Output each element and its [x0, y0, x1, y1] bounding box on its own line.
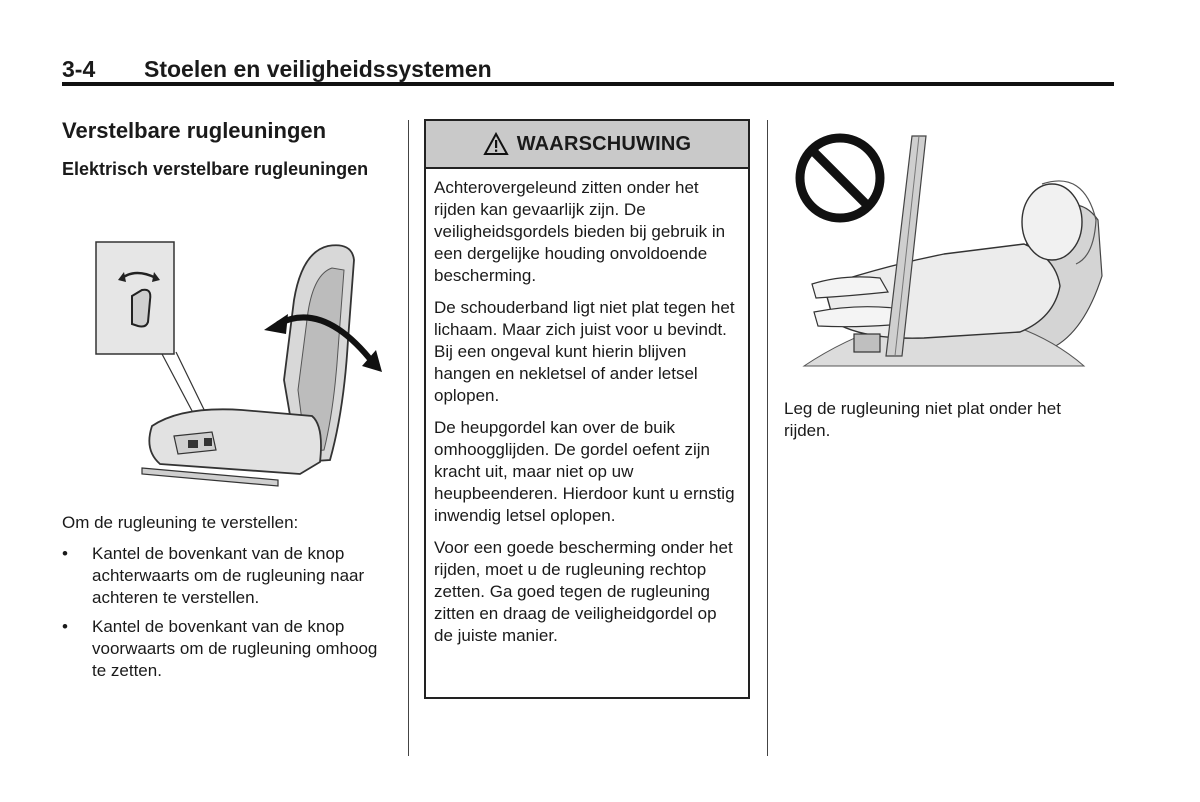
- warning-paragraph: De heupgordel kan over de buik omhoogglijden. De gordel oefent zijn kracht uit, maar niet op uw heupbeenderen. Hierdoor kunt u ernstig inwendig letsel oplopen.: [434, 418, 735, 525]
- illustration-caption: Leg de rugleuning niet plat onder het rijden.: [784, 399, 1061, 440]
- reclined-passenger-prohibited-illustration: [784, 126, 1104, 376]
- right-column-text: [784, 398, 1104, 442]
- warning-paragraph: Achterovergeleund zitten onder het rijden kan gevaarlijk zijn. De veiligheidsgordels bieden bij gebruik in een dergelijke houding onvoldoende bescherming.: [434, 178, 726, 285]
- warning-box: [424, 119, 750, 699]
- left-column-text: [62, 512, 392, 689]
- page-number: 3-4: [62, 56, 96, 82]
- instruction-list: [62, 543, 392, 682]
- list-item: [62, 616, 392, 682]
- warning-body: [426, 169, 748, 647]
- page-header: [62, 50, 1114, 86]
- header-rule: [62, 82, 1114, 86]
- subsection-heading: Elektrisch verstelbare rugleuningen: [62, 159, 369, 179]
- section-heading: Verstelbare rugleuningen: [62, 118, 327, 143]
- warning-paragraph: De schouderband ligt niet plat tegen het lichaam. Maar zich juist voor u bevindt. Bij een ongeval kunt hierin blijven hangen en nekletsel of ander letsel oplopen.: [434, 298, 735, 405]
- warning-title: WAARSCHUWING: [516, 132, 692, 155]
- column-divider-left: [408, 120, 409, 756]
- warning-header: [426, 121, 748, 169]
- section-title: Stoelen en veiligheidssystemen: [144, 56, 492, 82]
- left-column: [62, 118, 392, 180]
- bullet-icon: •: [62, 544, 68, 563]
- intro-text: Om de rugleuning te verstellen:: [62, 513, 299, 532]
- bullet-icon: •: [62, 617, 68, 636]
- list-item-text: Kantel de bovenkant van de knop achterwaarts om de rugleuning naar achteren te verstellen.: [92, 544, 365, 607]
- warning-paragraph: Voor een goede bescherming onder het rijden, moet u de rugleuning rechtop zetten. Ga goed tegen de rugleuning zitten en draag de veiligheidgordel op de juiste manier.: [434, 538, 733, 645]
- power-seat-recline-switch-illustration: [62, 230, 392, 500]
- column-divider-right: [767, 120, 768, 756]
- list-item: [62, 543, 392, 609]
- list-item-text: Kantel de bovenkant van de knop voorwaarts om de rugleuning omhoog te zetten.: [92, 617, 378, 680]
- warning-triangle-icon: [483, 132, 509, 156]
